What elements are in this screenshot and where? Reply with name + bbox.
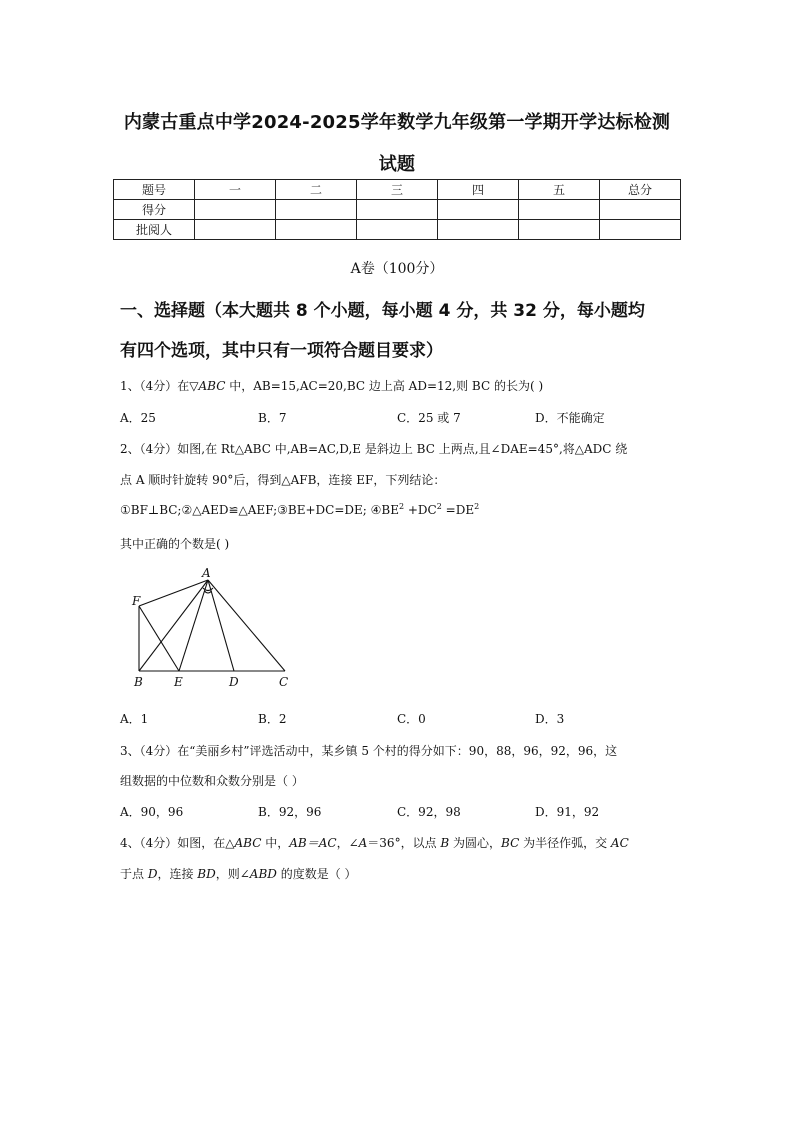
label-f: F — [132, 594, 141, 608]
question-4-stem-line2 — [120, 865, 357, 882]
score-header-cell: 五 — [519, 180, 600, 200]
q4-text: 4、（4分）如图，在△ — [120, 836, 235, 850]
q1-option-c[interactable]: C．25 或 7 — [397, 411, 461, 425]
label-b: B — [134, 675, 143, 689]
score-cell[interactable] — [357, 200, 438, 220]
q1-prefix: 1、（4分）在 — [120, 379, 190, 393]
q4-math: ABD — [249, 867, 277, 881]
q2-figure-svg — [128, 565, 298, 690]
exam-title-line2: 试题 — [378, 154, 416, 175]
question-3-stem-line2: 组数据的中位数和众数分别是（ ） — [120, 774, 304, 788]
question-1-stem — [120, 377, 543, 394]
q4-math: D — [147, 867, 158, 881]
score-header-cell: 四 — [438, 180, 519, 200]
q4-text: ，则∠ — [215, 867, 250, 881]
question-2-stem-line4: 其中正确的个数是( ) — [120, 537, 230, 551]
score-cell[interactable] — [195, 220, 276, 240]
segment-ad — [208, 580, 234, 671]
score-cell[interactable] — [519, 200, 600, 220]
segment-ef — [139, 606, 179, 671]
score-cell[interactable] — [438, 220, 519, 240]
q2-option-d[interactable]: D．3 — [535, 712, 565, 726]
volume-subtitle: A卷（100分） — [350, 261, 444, 277]
q4-text: ，连接 — [157, 867, 198, 881]
q4-text: ，∠ — [336, 836, 359, 850]
q2-option-a[interactable]: A．1 — [120, 712, 149, 726]
score-cell[interactable] — [438, 200, 519, 220]
segment-ac — [208, 580, 285, 671]
score-cell[interactable] — [276, 220, 357, 240]
score-table-row — [114, 200, 681, 220]
q3-option-b[interactable]: B．92，96 — [258, 805, 322, 819]
score-cell[interactable] — [195, 200, 276, 220]
label-a: A — [202, 566, 211, 580]
q2-sup: 2 — [436, 502, 442, 511]
q1-rest: 中，AB=15,AC=20,BC 边上高 AD=12,则 BC 的长为( ) — [225, 379, 544, 393]
q4-text: 为半径作弧，交 — [519, 836, 611, 850]
q2-sup: 2 — [474, 502, 480, 511]
q4-text: 于点 — [120, 867, 148, 881]
score-header-cell: 一 — [195, 180, 276, 200]
score-header-cell: 总分 — [600, 180, 681, 200]
q2-option-b[interactable]: B．2 — [258, 712, 287, 726]
score-table — [113, 179, 681, 240]
score-table-header-row — [114, 180, 681, 200]
q4-text: 中， — [261, 836, 290, 850]
question-2-stem-line1: 2、（4分）如图,在 Rt△ABC 中,AB=AC,D,E 是斜边上 BC 上两点,且∠DAE=45°,将△ADC 绕 — [120, 442, 628, 456]
segment-ae — [179, 580, 208, 671]
q4-text: 为圆心， — [449, 836, 502, 850]
score-cell[interactable] — [600, 200, 681, 220]
segment-ab — [139, 580, 208, 671]
score-cell[interactable] — [519, 220, 600, 240]
q3-option-a[interactable]: A．90，96 — [120, 805, 184, 819]
q4-math: ABC — [234, 836, 262, 850]
label-d: D — [229, 675, 239, 689]
label-c: C — [279, 675, 289, 689]
score-cell[interactable] — [276, 200, 357, 220]
section-heading-line1: 一、选择题（本大题共 8 个小题，每小题 4 分，共 32 分，每小题均 — [120, 301, 645, 321]
score-table-row — [114, 220, 681, 240]
q4-math: AB＝AC — [289, 836, 337, 850]
q1-option-b[interactable]: B．7 — [258, 411, 287, 425]
q4-math: B — [440, 836, 450, 850]
score-cell[interactable] — [357, 220, 438, 240]
q4-math: BC — [501, 836, 520, 850]
score-cell[interactable] — [600, 220, 681, 240]
q2-conclusions-b: +DC — [404, 503, 437, 517]
score-row-label: 批阅人 — [114, 220, 195, 240]
q2-sup: 2 — [398, 502, 405, 511]
label-e: E — [174, 675, 183, 689]
q3-option-c[interactable]: C．92，98 — [397, 805, 461, 819]
question-4-stem-line1 — [120, 834, 629, 851]
q1-option-d[interactable]: D．不能确定 — [535, 411, 605, 425]
q4-math: A — [358, 836, 368, 850]
score-header-cell: 题号 — [114, 180, 195, 200]
section-heading-line2: 有四个选项，其中只有一项符合题目要求） — [120, 341, 443, 361]
score-header-cell: 二 — [276, 180, 357, 200]
score-row-label: 得分 — [114, 200, 195, 220]
q2-conclusions-c: =DE — [441, 503, 475, 517]
q1-triangle: ▽ABC — [189, 379, 226, 393]
exam-title-line1: 内蒙古重点中学2024-2025学年数学九年级第一学期开学达标检测 — [123, 112, 671, 133]
question-2-stem-line2: 点 A 顺时针旋转 90°后，得到△AFB，连接 EF，下列结论： — [120, 473, 446, 487]
q1-option-a[interactable]: A．25 — [120, 411, 156, 425]
question-3-stem-line1: 3、（4分）在“美丽乡村”评选活动中，某乡镇 5 个村的得分如下：90，88，96，92，96，这 — [120, 744, 618, 758]
angle-arc-a — [205, 591, 212, 593]
q3-option-d[interactable]: D．91，92 — [535, 805, 600, 819]
q4-math: BD — [197, 867, 216, 881]
score-header-cell: 三 — [357, 180, 438, 200]
q4-text: ＝36°，以点 — [367, 836, 441, 850]
q2-option-c[interactable]: C．0 — [397, 712, 426, 726]
q4-text: 的度数是（ ） — [276, 867, 357, 881]
q2-geometry-figure — [128, 565, 298, 690]
q2-conclusions-a: ①BF⊥BC;②△AED≌△AEF;③BE+DC=DE; ④BE — [120, 503, 399, 517]
q4-math: AC — [610, 836, 629, 850]
question-2-conclusions — [120, 502, 479, 517]
